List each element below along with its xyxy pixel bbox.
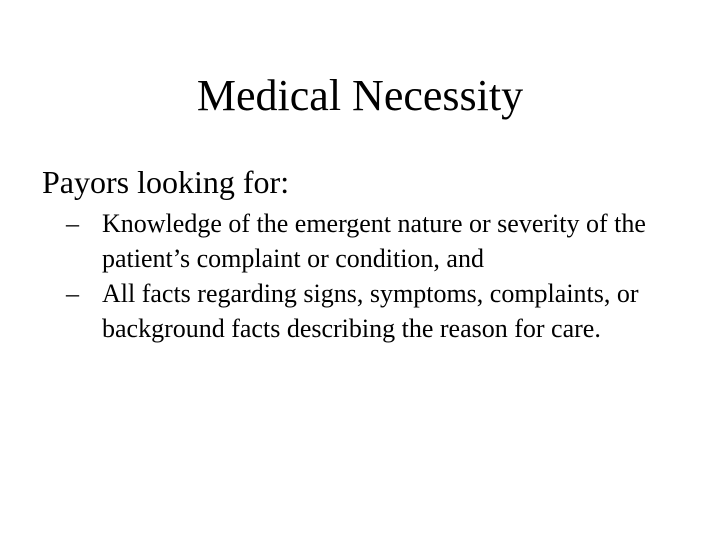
dash-marker: – [66, 279, 79, 308]
dash-marker: – [66, 209, 79, 238]
sub-bullet-text: All facts regarding signs, symptoms, complaints, or background facts describing the reason for care. [102, 279, 639, 343]
sub-bullet-list [66, 206, 666, 346]
sub-bullet-item [66, 206, 666, 276]
lead-bullet: Payors looking for: [42, 164, 290, 200]
slide-title: Medical Necessity [196, 71, 524, 120]
sub-bullet-item [66, 276, 666, 346]
sub-bullet-text: Knowledge of the emergent nature or severity of the patient’s complaint or condition, and [102, 209, 646, 273]
